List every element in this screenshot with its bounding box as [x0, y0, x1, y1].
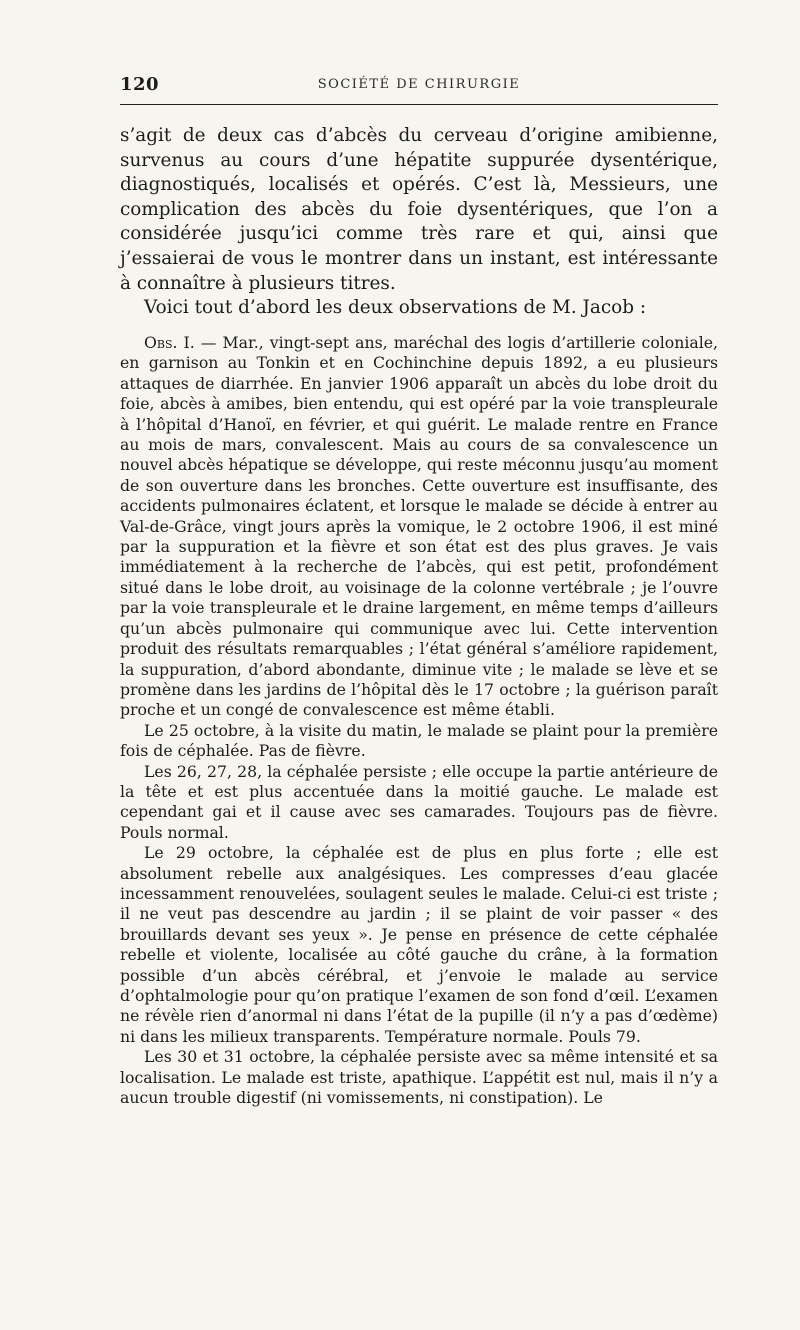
intro-paragraph: Voici tout d’abord les deux observations de M. Jacob :: [144, 297, 647, 319]
observation-paragraph: Le 25 octobre, à la visite du matin, le malade se plaint pour la première fois de céphalée. Pas de fièvre.: [120, 720, 718, 761]
observation-section: [120, 333, 718, 1108]
running-title: SOCIÉTÉ DE CHIRURGIE: [317, 77, 521, 92]
observation-text: — Mar., vingt-sept ans, maréchal des logis d’artillerie coloniale, en garnison au Tonkin et en Cochinchine depuis 1892, a eu plusieurs attaques de diarrhée. En janvier 1906 apparaît un abcès du lobe droit du foie, abcès à amibes, bien entendu, qui est opéré par la voie transpleurale à l’hôpital d’Hanoï, en février, et qui guérit. Le malade rentre en France au mois de mars, convalescent. Mais au cours de sa convalescence un nouvel abcès hépatique se développe, qui reste méconnu jusqu’au moment de son ouverture dans les bronches. Cette ouverture est insuffisante, des accidents pulmonaires éclatent, et lorsque le malade se décide à entrer au Val-de-Grâce, vingt jours après la vomique, le 2 octobre 1906, il est miné par la suppuration et la fièvre et son état est des plus graves. Je vais immédiatement à la recherche de l’abcès, qui est petit, profondément situé dans le lobe droit, au voisinage de la colonne vertébrale ; je l’ouvre par la voie transpleurale et le draine largement, en même temps d’ailleurs qu’un abcès pulmonaire qui communique avec lui. Cette intervention produit des résultats remarquables ; l’état général s’améliore rapidement, la suppuration, d’abord abondante, diminue vite ; le malade se lève et se promène dans les jardins de l’hôpital dès le 17 octobre ; la guérison paraît proche et un congé de convalescence est même établi.: [120, 333, 719, 720]
intro-section: [120, 124, 718, 321]
observation-paragraph: Les 26, 27, 28, la céphalée persiste ; elle occupe la partie antérieure de la tête et est plus accentuée dans la moitié gauche. Le malade est cependant gai et il cause avec ses camarades. Toujours pas de fièvre. Pouls normal.: [120, 761, 718, 842]
observation-paragraph: Les 30 et 31 octobre, la céphalée persiste avec sa même intensité et sa localisation. Le malade est triste, apathique. L’appétit est nul, mais il n’y a aucun trouble digestif (ni vomissements, ni constipation). Le: [120, 1047, 718, 1108]
observation-paragraph: Le 29 octobre, la céphalée est de plus en plus forte ; elle est absolument rebelle aux analgésiques. Les compresses d’eau glacée incessamment renouvelées, soulagent seules le malade. Celui-ci est triste ; il ne veut pas descendre au jardin ; il se plaint de voir passer « des brouillards devant ses yeux ». Je pense en présence de cette céphalée rebelle et violente, localisée au côté gauche du crâne, à la formation possible d’un abcès cérébral, et j’envoie le malade au service d’ophtalmologie pour qu’on pratique l’examen de son fond d’œil. L’examen ne révèle rien d’anormal ni dans l’état de la pupille (il n’y a pas d’œdème) ni dans les milieux transparents. Température normale. Pouls 79.: [120, 843, 718, 1046]
page-number: 120: [120, 74, 160, 95]
observation-paragraph: [120, 333, 718, 721]
header-rule: [120, 104, 718, 105]
observation-label: Obs. I.: [144, 333, 195, 352]
intro-paragraph: s’agit de deux cas d’abcès du cerveau d’origine amibienne, survenus au cours d’une hépatite suppurée dysentérique, diagnostiqués, localisés et opérés. C’est là, Messieurs, une complication des abcès du foie dysentériques, que l’on a considérée jusqu’ici comme très rare et qui, ainsi que j’essaierai de vous le montrer dans un instant, est intéressante à connaître à plusieurs titres.: [120, 125, 718, 294]
running-header: [120, 74, 718, 96]
